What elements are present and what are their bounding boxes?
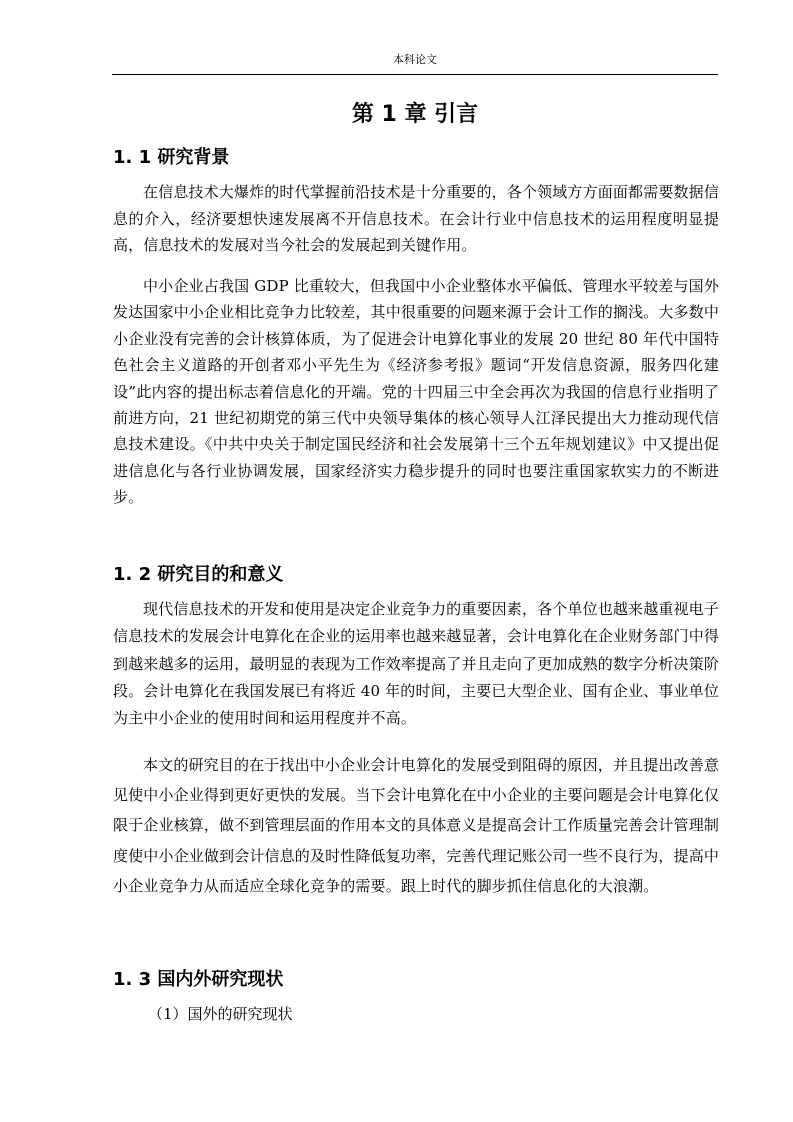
chapter-title: 第 1 章 引言 (351, 102, 479, 127)
subsection-item-foreign-research: （1）国外的研究现状 (148, 1005, 293, 1023)
paragraph-background-2: 中小企业占我国 GDP 比重较大，但我国中小企业整体水平偏低、管理水平较差与国外发达国家中小企业相比竞争力比较差，其中很重要的问题来源于会计工作的搁浅。大多数中小企业没有完善的会计核算体质，为了促进会计电算化事业的发展 20 世纪 80 年代中国特色社会主义道路的开创者邓小平先生为《经济参考报》题词“开发信息资源，服务四化建设”此内容的提出标志着信息化的开端。党的十四届三中全会再次为我国的信息行业指明了前进方向，21 世纪初期党的第三代中央领导集体的核心领导人江泽民提出大力推动现代信息技术建设。《中共中央关于制定国民经济和社会发展第十三个五年规划建议》中又提出促进信息化与各行业协调发展，国家经济实力稳步提升的同时也要注重国家软实力的不断进步。 (113, 277, 720, 507)
paragraph-purpose-1: 现代信息技术的开发和使用是决定企业竞争力的重要因素，各个单位也越来越重视电子信息技术的发展会计电算化在企业的运用率也越来越显著，会计电算化在企业财务部门中得到越来越多的运用，最明显的表现为工作效率提高了并且走向了更加成熟的数字分析决策阶段。会计电算化在我国发展已有将近 40 年的时间，主要已大型企业、国有企业、事业单位为主中小企业的使用时间和运用程度并不高。 (113, 600, 720, 728)
header-divider (112, 74, 718, 75)
running-header: 本科论文 (393, 53, 437, 66)
section-heading-purpose: 1. 2 研究目的和意义 (113, 564, 284, 585)
paragraph-background-1: 在信息技术大爆炸的时代掌握前沿技术是十分重要的，各个领域方方面面都需要数据信息的介入，经济要想快速发展离不开信息技术。在会计行业中信息技术的运用程度明显提高，信息技术的发展对当今社会的发展起到关键作用。 (113, 183, 719, 254)
section-heading-research-status: 1. 3 国内外研究现状 (113, 969, 284, 990)
paragraph-purpose-2: 本文的研究目的在于找出中小企业会计电算化的发展受到阻碍的原因，并且提出改善意见使中小企业得到更好更快的发展。当下会计电算化在中小企业的主要问题是会计电算化仅限于企业核算，做不到管理层面的作用本文的具体意义是提高会计工作质量完善会计管理制度使中小企业做到会计信息的及时性降低复功率，完善代理记账公司一些不良行为，提高中小企业竞争力从而适应全球化竞争的需要。跟上时代的脚步抓住信息化的大浪潮。 (113, 756, 720, 895)
section-heading-background: 1. 1 研究背景 (113, 147, 230, 168)
